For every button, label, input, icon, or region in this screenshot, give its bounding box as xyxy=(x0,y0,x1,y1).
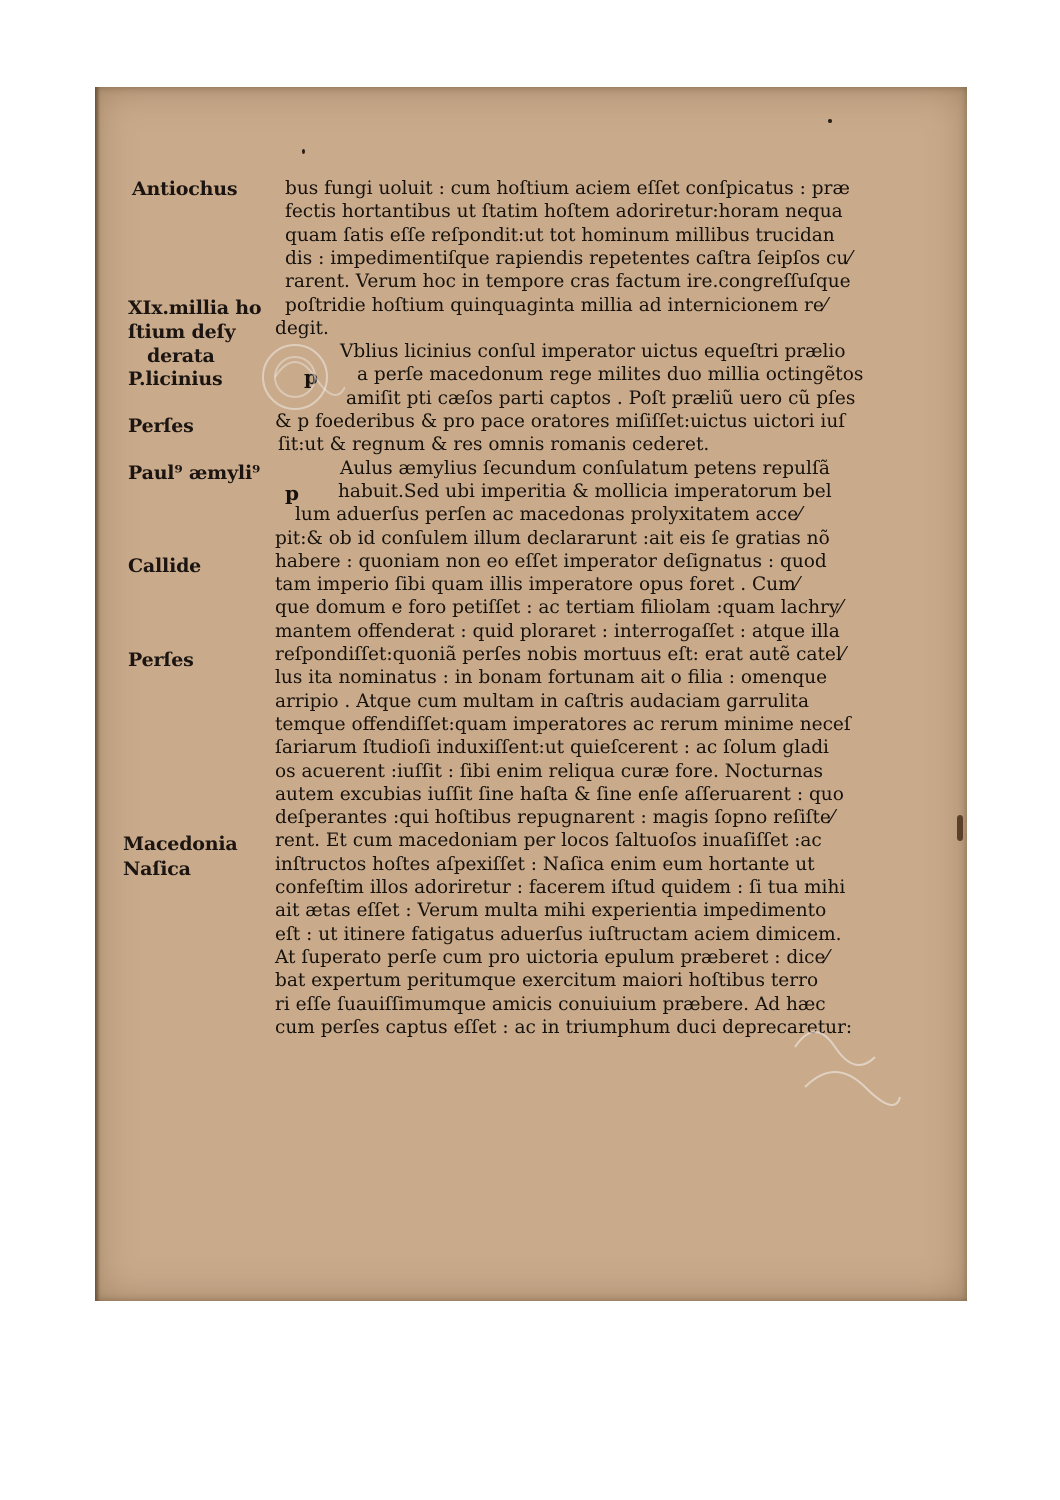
margin-note-nasica: Naſica xyxy=(123,858,191,880)
body-line: poſtridie hoſtium quinquaginta millia ad internicionem re⁄ xyxy=(285,294,827,316)
ink-speck xyxy=(828,119,832,123)
body-line: autem excubias iuſſit ſine haſta & ſine enſe aſſeruarent : quo xyxy=(275,783,844,805)
body-line: tam imperio ſibi quam illis imperatore opus foret . Cum⁄ xyxy=(275,574,799,596)
body-line: quam ſatis eſſe reſpondit:ut tot hominum millibus trucidan xyxy=(285,224,835,246)
body-line: habere : quoniam non eo eſſet imperator deſignatus : quod xyxy=(275,550,827,572)
margin-note-p-licinius: P.licinius xyxy=(128,368,223,390)
body-line: lum aduerſus perſen ac macedonas prolyxitatem acce⁄ xyxy=(295,504,802,526)
margin-note-antiochus: Antiochus xyxy=(132,178,238,200)
body-line: Aulus æmylius ſecundum conſulatum petens repulſã xyxy=(340,457,830,479)
initial-p-2: p xyxy=(285,481,299,505)
body-line: ri eſſe ſuauiſſimumque amicis conuiuium præbere. Ad hæc xyxy=(275,993,826,1015)
body-line: lus ita nominatus : in bonam fortunam ait o filia : omenque xyxy=(275,667,828,689)
body-line: os acuerent :iuſſit : ſibi enim reliqua curæ fore. Nocturnas xyxy=(275,760,824,782)
body-line: arripio . Atque cum multam in caſtris audaciam garrulita xyxy=(275,690,810,712)
body-line: a perſe macedonum rege milites duo millia octingẽtos xyxy=(357,364,864,386)
margin-note-xix-millia: XIx.millia ho xyxy=(128,297,262,319)
body-line: bus fungi uoluit : cum hoſtium aciem eſſet conſpicatus : præ xyxy=(285,178,850,199)
body-line: pit:& ob id conſulem illum declararunt :ait eis ſe gratias nõ xyxy=(275,527,830,549)
margin-note-paulus-aemylius: Paul⁹ æmyli⁹ xyxy=(128,462,261,484)
body-line: Vblius licinius conſul imperator uictus equeſtri prælio xyxy=(340,341,846,363)
margin-note-derata: derata xyxy=(147,345,215,367)
margin-note-perses-1: Perſes xyxy=(128,415,194,437)
body-line: ſariarum ſtudioſi induxiſſent:ut quieſcerent : ac ſolum gladi xyxy=(275,737,829,759)
body-line: inſtructos hoſtes aſpexiſſet : Naſica enim eum hortante ut xyxy=(275,853,815,875)
library-stamp-watermark xyxy=(255,337,345,417)
body-line: eſt : ut itinere fatigatus aduerſus iuſtructam aciem dimicem. xyxy=(275,923,842,945)
body-line: cum perſes captus eſſet : ac in triumphum duci deprecaretur: xyxy=(275,1016,853,1038)
body-line: reſpondiſſet:quoniã perſes nobis mortuus eſt: erat autẽ catel⁄ xyxy=(275,644,845,665)
body-line: habuit.Sed ubi imperitia & mollicia imperatorum bel xyxy=(338,480,832,502)
margin-note-macedonia: Macedonia xyxy=(123,833,238,855)
margin-note-stium-desy: ſtium deſy xyxy=(128,321,236,343)
body-line: que domum e foro petiſſet : ac tertiam filiolam :quam lachry⁄ xyxy=(275,597,843,619)
body-line: mantem offenderat : quid ploraret : interrogaſſet : atque illa xyxy=(275,620,840,642)
body-line: amiſit pti cæſos parti captos . Poſt præliũ uero cũ pſes xyxy=(346,387,856,409)
body-line: temque offendiſſet:quam imperatores ac rerum minime neceſ xyxy=(275,713,851,735)
initial-p-1: p xyxy=(304,365,318,389)
body-line: rarent. Verum hoc in tempore cras factum ire.congreſſuſque xyxy=(285,271,851,293)
signature-watermark xyxy=(785,1017,905,1117)
body-line: fectis hortantibus ut ſtatim hoſtem adoriretur:horam nequa xyxy=(285,201,843,223)
book-page xyxy=(95,87,967,1301)
body-line: At ſuperato perſe cum pro uictoria epulum præberet : dice⁄ xyxy=(275,946,829,968)
margin-note-callide: Callide xyxy=(128,555,202,577)
body-line: dis : impedimentiſque rapiendis repetentes caſtra ſeipſos cu⁄ xyxy=(285,247,852,269)
body-line: deſperantes :qui hoſtibus repugnarent : magis ſopno reſiſte⁄ xyxy=(275,807,834,829)
body-line: degit. xyxy=(275,317,329,339)
ink-speck xyxy=(302,149,305,154)
body-line: bat expertum peritumque exercitum maiori hoſtibus terro xyxy=(275,970,819,992)
body-line: confeſtim illos adoriretur : facerem iſtud quidem : ſi tua mihi xyxy=(275,877,846,898)
margin-note-perses-2: Perſes xyxy=(128,649,194,671)
body-line: ſit:ut & regnum & res omnis romanis cederet. xyxy=(278,434,710,456)
body-line: ait ætas eſſet : Verum multa mihi experientia impedimento xyxy=(275,900,827,922)
ink-speck xyxy=(957,815,963,841)
body-line: rent. Et cum macedoniam per locos ſaltuoſos inuaſiſſet :ac xyxy=(275,830,822,852)
body-line: & p foederibus & pro pace oratores miſiſſet:uictus uictori iuſ xyxy=(275,411,846,432)
